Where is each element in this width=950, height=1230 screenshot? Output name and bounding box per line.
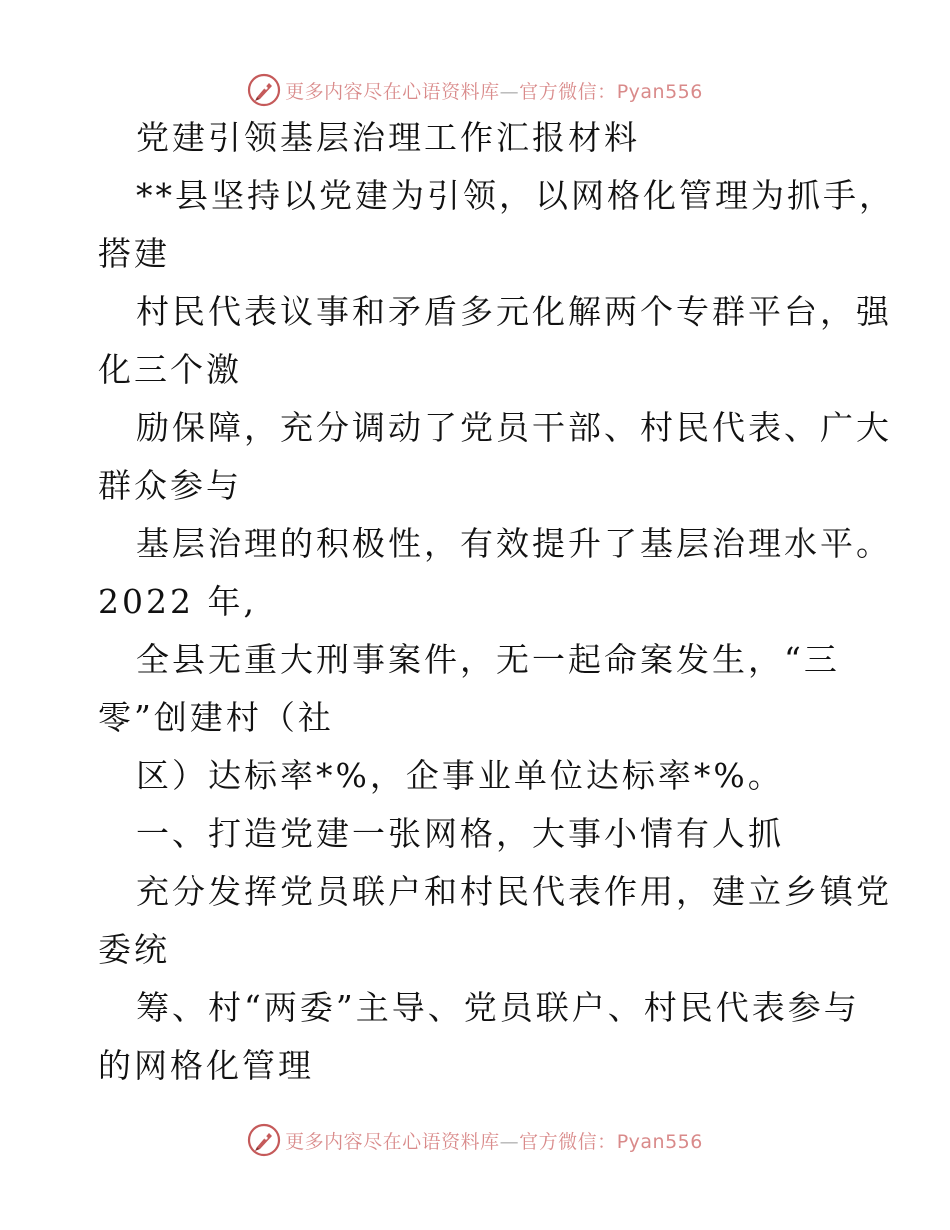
text-line: 委统 (98, 930, 170, 969)
text-line: **县坚持以党建为引领，以网格化管理为抓手， (136, 176, 895, 215)
text-line: 零”创建村（社 (98, 698, 334, 737)
footer-banner (0, 1120, 950, 1160)
banner-separator: — (499, 80, 520, 103)
text-line: 区）达标率*%，企事业单位达标率*%。 (136, 756, 784, 795)
banner-wechat-label: 官方微信： (519, 80, 617, 103)
text-line: 化三个激 (98, 350, 242, 389)
banner-brand: 更多内容尽在心语资料库 (285, 1130, 500, 1153)
text-line: 2022 年, (98, 582, 257, 621)
pen-nib-logo-icon (247, 73, 281, 107)
pen-nib-logo-icon (247, 1123, 281, 1157)
text-line: 充分发挥党员联户和村民代表作用，建立乡镇党 (136, 872, 892, 911)
text-line: 筹、村“两委”主导、党员联户、村民代表参与 (136, 988, 860, 1027)
text-line: 基层治理的积极性，有效提升了基层治理水平。 (136, 524, 892, 563)
banner-text (285, 1127, 703, 1154)
document-title: 党建引领基层治理工作汇报材料 (136, 118, 640, 157)
banner-brand: 更多内容尽在心语资料库 (285, 80, 500, 103)
banner-wechat-id: Pyan556 (616, 80, 703, 103)
banner-wechat-id: Pyan556 (616, 1130, 703, 1153)
text-line: 全县无重大刑事案件，无一起命案发生，“三 (136, 640, 840, 679)
text-line: 村民代表议事和矛盾多元化解两个专群平台，强 (136, 292, 892, 331)
text-line: 励保障，充分调动了党员干部、村民代表、广大 (136, 408, 892, 447)
header-banner (0, 70, 950, 110)
banner-text (285, 77, 703, 104)
banner-separator: — (499, 1130, 520, 1153)
text-line: 的网格化管理 (98, 1046, 314, 1085)
banner-wechat-label: 官方微信： (519, 1130, 617, 1153)
text-line: 群众参与 (98, 466, 242, 505)
section-heading: 一、打造党建一张网格，大事小情有人抓 (136, 814, 784, 853)
text-line: 搭建 (98, 234, 170, 273)
